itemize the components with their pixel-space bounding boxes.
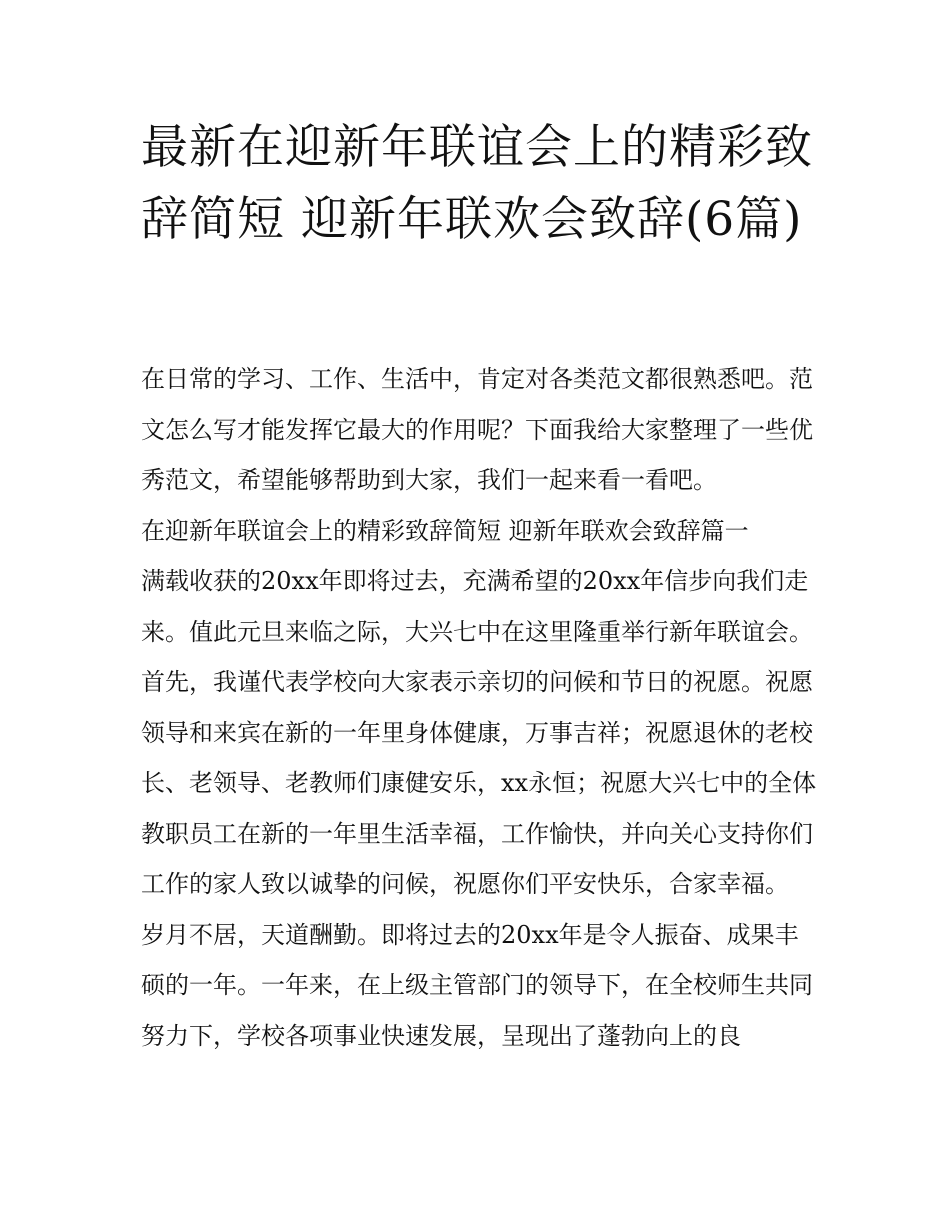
section-heading: 在迎新年联谊会上的精彩致辞简短 迎新年联欢会致辞篇一 (141, 516, 749, 545)
body-paragraph: 满载收获的20xx年即将过去，充满希望的20xx年信步向我们走来。值此元旦来临之际，大兴七中在这里隆重举行新年联谊会。首先，我谨代表学校向大家表示亲切的问候和节日的祝愿。祝愿领导和来宾在新的一年里身体健康，万事吉祥；祝愿退休的老校长、老领导、老教师们康健安乐，xx永恒；祝愿大兴七中的全体教职员工在新的一年里生活幸福，工作愉快，并向关心支持你们工作的家人致以诚挚的问候，祝愿你们平安快乐，合家幸福。 (141, 567, 817, 898)
document-body (141, 354, 817, 1061)
intro-paragraph: 在日常的学习、工作、生活中，肯定对各类范文都很熟悉吧。范文怎么写才能发挥它最大的作用呢？下面我给大家整理了一些优秀范文，希望能够帮助到大家，我们一起来看一看吧。 (141, 365, 813, 494)
body-paragraph: 岁月不居，天道酬勤。即将过去的20xx年是令人振奋、成果丰硕的一年。一年来，在上级主管部门的领导下，在全校师生共同努力下，学校各项事业快速发展，呈现出了蓬勃向上的良 (141, 920, 813, 1050)
document-title: 最新在迎新年联谊会上的精彩致辞简短 迎新年联欢会致辞(6篇) (141, 120, 813, 247)
